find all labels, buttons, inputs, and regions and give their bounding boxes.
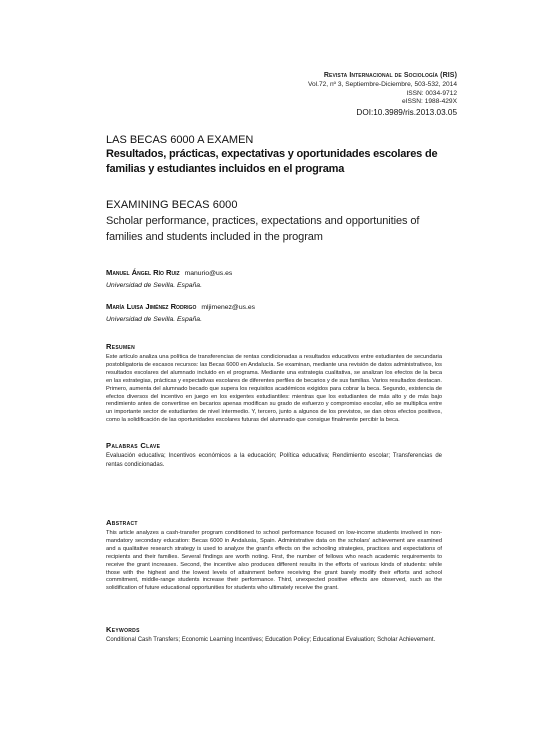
resumen-text: Este artículo analiza una política de transferencias de rentas condicionadas a resultados educativos entre estudiantes de secundaria postobligatoria de escasos recursos: las Becas 6000 en Andalucía. Se examinan, mediante una revisión de datos administrativos, los resultados escolares del alumnado incluido en el programa. Mediante una estrategia cualitativa, se analizan los efectos de la beca en las estrategias, prácticas y expectativas escolares de diferentes perfiles de becarios y de sus familias. Varios resultados destacan. Primero, aumenta del alumnado becado que supera los requisitos académicos exigidos para cobrar la beca. Segundo, existencia de efectos diversos del incentivo en juego en los exigentes estudiantiles: mientras que los estudiantes de más alto y de más bajo rendimiento antes de convertirse en becarios apenas modifican su grado de esfuerzo y compromiso escolar, ello se multiplica entre un importante sector de estudiantes de nivel intermedio. Y, tercero, junto a algunos de los previstos, se dan otros efectos positivos, como la solidificación de las oportunidades escolares futuras del alumnado que consigue finalmente percibir la beca. — [106, 354, 442, 424]
author-name: Manuel Ángel Río Ruiz — [106, 268, 180, 277]
journal-issn: ISSN: 0034-9712 — [406, 89, 457, 97]
journal-doi: DOI:10.3989/ris.2013.03.05 — [356, 108, 457, 118]
title-es-main: LAS BECAS 6000 A EXAMEN — [106, 134, 254, 146]
journal-name: Revista Internacional de Sociología (RIS) — [323, 72, 457, 79]
keywords-heading: Keywords — [106, 625, 140, 634]
author-email[interactable]: mljimenez@us.es — [201, 304, 256, 311]
author-email[interactable]: manurio@us.es — [184, 270, 233, 277]
journal-eissn: eISSN: 1988-429X — [402, 98, 457, 106]
palabras-clave-heading: Palabras Clave — [106, 441, 161, 450]
title-en-main: EXAMINING BECAS 6000 — [106, 199, 238, 211]
author-name: María Luisa Jiménez Rodrigo — [106, 302, 197, 311]
keywords-text: Conditional Cash Transfers; Economic Learning Incentives; Education Policy; Educational Evaluation; Scholar Achievement. — [106, 637, 436, 643]
journal-header — [308, 72, 457, 118]
title-es-subtitle: Resultados, prácticas, expectativas y oportunidades escolares de familias y estudiantes incluidos en el programa — [106, 148, 438, 175]
title-en-subtitle: Scholar performance, practices, expectations and opportunities of families and students included in the program — [106, 215, 420, 243]
palabras-clave-text: Evaluación educativa; Incentivos económicos a la educación; Política educativa; Rendimiento escolar; Transferencias de rentas condicionadas. — [106, 453, 442, 468]
author-affiliation: Universidad de Sevilla. España. — [106, 316, 202, 323]
journal-volume: Vol.72, nº 3, Septiembre-Diciembre, 503-532, 2014 — [307, 80, 457, 88]
author-affiliation: Universidad de Sevilla. España. — [106, 282, 202, 289]
author-1 — [106, 268, 232, 279]
abstract-heading: Abstract — [106, 518, 138, 527]
abstract-text: This article analyzes a cash-transfer program conditioned to school performance focused on low-income students involved in non-mandatory secondary education: Becas 6000 in Andalusia, Spain. Administrative data on the scholars' achievement are examined and a qualitative research strategy is used to analyze the grant's effects on the schooling strategies, practices and expectations of recipients and their families. Several findings are worth noting. First, the number of fellows who reach academic requirements to receive the grant increases. Second, the incentive also produces different results in the efforts of various kinds of students: while those with the highest and the lowest levels of attainment before receiving the grant barely modify their efforts and school commitment, middle-range students increase their performance. Third, unexpected positive effects are observed, such as the solidification of future educational opportunities for students who ultimately receive the grant. — [106, 530, 442, 592]
author-2 — [106, 302, 255, 313]
resumen-heading: Resumen — [106, 342, 135, 351]
